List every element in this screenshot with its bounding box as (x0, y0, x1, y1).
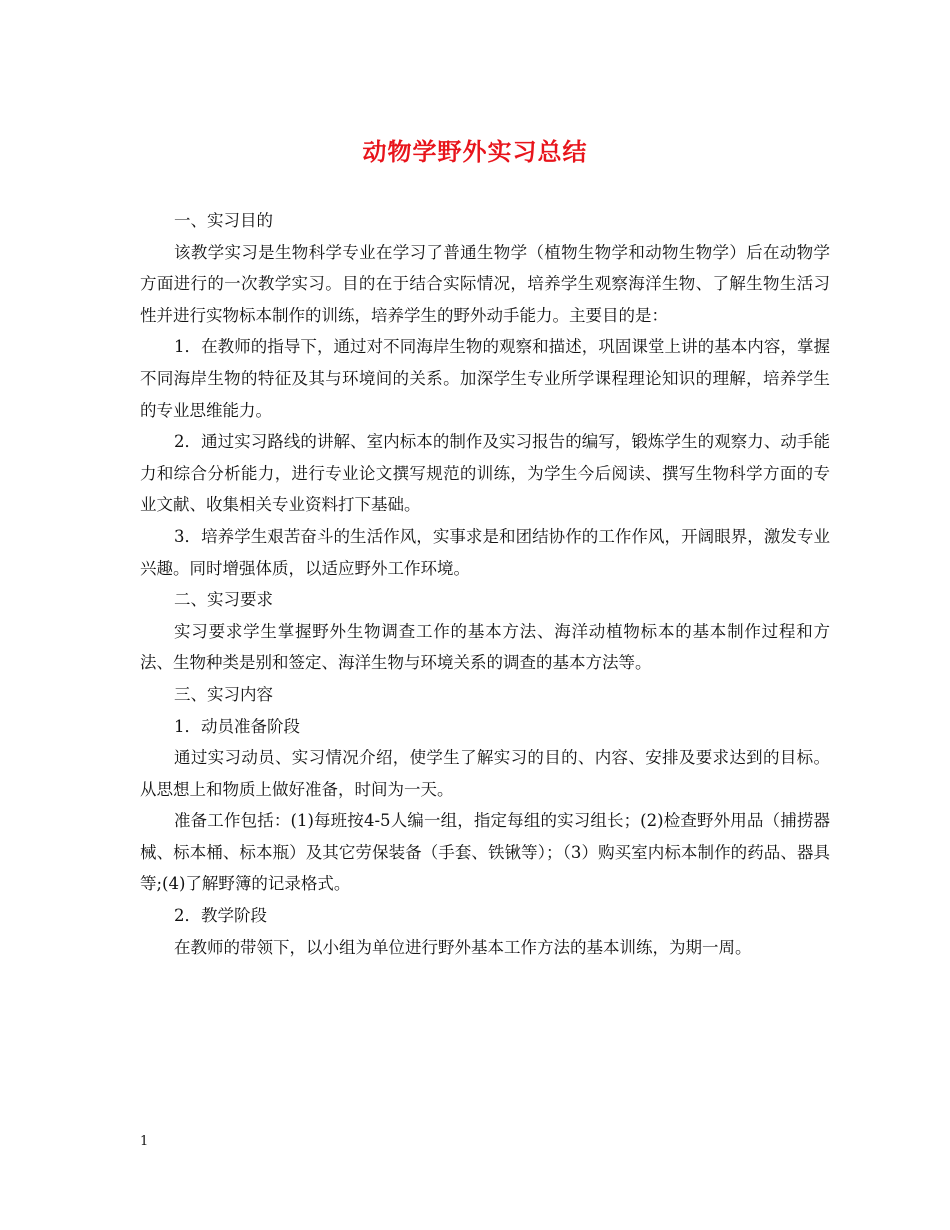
document-body (140, 205, 830, 963)
paragraph: 该教学实习是生物科学专业在学习了普通生物学（植物生物学和动物生物学）后在动物学方面进行的一次教学实习。目的在于结合实际情况，培养学生观察海洋生物、了解生物生活习性并进行实物标本制作的训练，培养学生的野外动手能力。主要目的是： (140, 242, 830, 325)
paragraph: 3．培养学生艰苦奋斗的生活作风，实事求是和团结协作的工作作风，开阔眼界，激发专业兴趣。同时增强体质，以适应野外工作环境。 (140, 526, 830, 578)
page-number: 1 (140, 1134, 149, 1149)
section-heading-requirements: 二、实习要求 (174, 590, 273, 610)
paragraph: 实习要求学生掌握野外生物调查工作的基本方法、海洋动植物标本的基本制作过程和方法、生物种类是别和签定、海洋生物与环境关系的调查的基本方法等。 (140, 621, 830, 673)
paragraph: 1．在教师的指导下，通过对不同海岸生物的观察和描述，巩固课堂上讲的基本内容，掌握不同海岸生物的特征及其与环境间的关系。加深学生专业所学课程理论知识的理解，培养学生的专业思维能力。 (140, 337, 830, 420)
paragraph: 准备工作包括：(1)每班按4-5人编一组，指定每组的实习组长；(2)检查野外用品（捕捞器械、标本桶、标本瓶）及其它劳保装备（手套、铁锹等）；（3）购买室内标本制作的药品、器具等;(4)了解野簿的记录格式。 (140, 811, 830, 894)
paragraph: 通过实习动员、实习情况介绍，使学生了解实习的目的、内容、安排及要求达到的目标。从思想上和物质上做好准备，时间为一天。 (140, 748, 830, 799)
subsection-heading-preparation: 1．动员准备阶段 (174, 716, 300, 736)
subsection-heading-teaching: 2．教学阶段 (174, 906, 267, 926)
document-title: 动物学野外实习总结 (362, 137, 588, 166)
section-heading-purpose: 一、实习目的 (174, 211, 273, 230)
paragraph: 在教师的带领下，以小组为单位进行野外基本工作方法的基本训练，为期一周。 (174, 937, 752, 957)
section-heading-content: 三、实习内容 (174, 684, 273, 704)
paragraph: 2．通过实习路线的讲解、室内标本的制作及实习报告的编写，锻炼学生的观察力、动手能力和综合分析能力，进行专业论文撰写规范的训练，为学生今后阅读、撰写生物科学方面的专业文献、收集相关专业资料打下基础。 (140, 432, 830, 515)
